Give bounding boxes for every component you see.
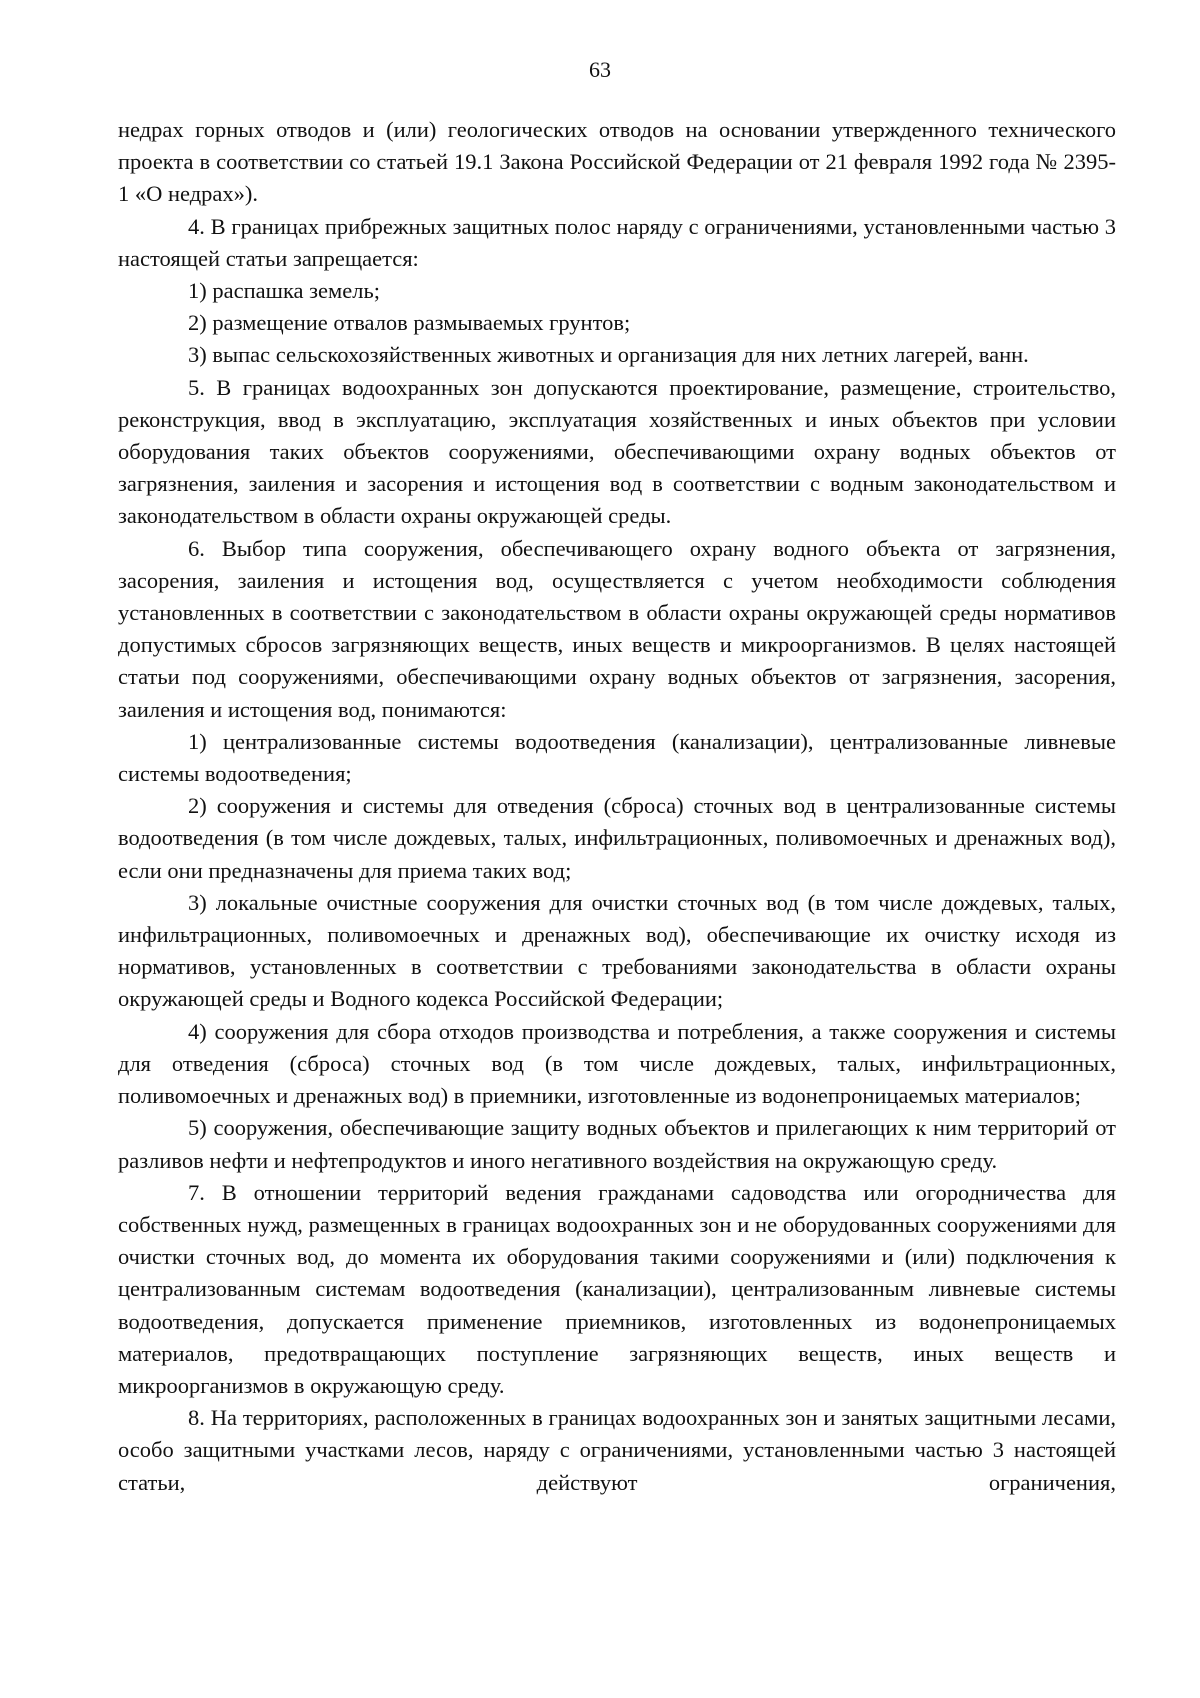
paragraph-9: 3) локальные очистные сооружения для очистки сточных вод (в том числе дождевых, талых, инфильтрационных, поливомоечных и дренажных вод), обеспечивающие их очистку исходя из нормативов, установленных в соответствии с требованиями законодательства в области охраны окружающей среды и Водного кодекса Российской Федерации; bbox=[118, 889, 1116, 1012]
paragraph-11: 5) сооружения, обеспечивающие защиту водных объектов и прилегающих к ним территорий от разливов нефти и нефтепродуктов и иного негативного воздействия на окружающую среду. bbox=[118, 1115, 1116, 1173]
paragraph-4: 3) выпас сельскохозяйственных животных и организация для них летних лагерей, ванн. bbox=[188, 342, 1029, 368]
paragraph-2: 1) распашка земель; bbox=[188, 278, 380, 304]
paragraph-1: 4. В границах прибрежных защитных полос наряду с ограничениями, установленными частью 3 настоящей статьи запрещается: bbox=[118, 213, 1116, 271]
paragraph-7: 1) централизованные системы водоотведения (канализации), централизованные ливневые системы водоотведения; bbox=[118, 728, 1116, 787]
paragraph-3: 2) размещение отвалов размываемых грунтов; bbox=[188, 310, 631, 336]
paragraph-12: 7. В отношении территорий ведения гражданами садоводства или огородничества для собственных нужд, размещенных в границах водоохранных зон и не оборудованных сооружениями для очистки сточных вод, до момента их оборудования такими сооружениями и (или) подключения к централизованным системам водоотведения (канализации), централизованным ливневые системы водоотведения, допускается применение приемников, изготовленных из водонепроницаемых материалов, предотвращающих поступление загрязняющих веществ, иных веществ и микроорганизмов в окружающую среду. bbox=[118, 1179, 1116, 1398]
document-body bbox=[118, 114, 1116, 1499]
paragraph-8: 2) сооружения и системы для отведения (сброса) сточных вод в централизованные системы водоотведения (в том числе дождевых, талых, инфильтрационных, поливомоечных и дренажных вод), если они предназначены для приема таких вод; bbox=[118, 793, 1116, 883]
paragraph-6: 6. Выбор типа сооружения, обеспечивающего охрану водного объекта от загрязнения, засорения, заиления и истощения вод, осуществляется с учетом необходимости соблюдения установленных в соответствии с законодательством в области охраны окружающей среды нормативов допустимых сбросов загрязняющих веществ, иных веществ и микроорганизмов. В целях настоящей статьи под сооружениями, обеспечивающими охрану водных объектов от загрязнения, засорения, заиления и истощения вод, понимаются: bbox=[118, 535, 1116, 722]
paragraph-5: 5. В границах водоохранных зон допускаются проектирование, размещение, строительство, реконструкция, ввод в эксплуатацию, эксплуатация хозяйственных и иных объектов при условии оборудования таких объектов сооружениями, обеспечивающими охрану водных объектов от загрязнения, заиления и засорения и истощения вод в соответствии с водным законодательством и законодательством в области охраны окружающей среды. bbox=[118, 374, 1116, 529]
paragraph-13: 8. На территориях, расположенных в границах водоохранных зон и занятых защитными лесами, особо защитными участками лесов, наряду с ограничениями, установленными частью 3 настоящей статьи, действуют ограничения, bbox=[118, 1405, 1116, 1495]
page-number: 63 bbox=[589, 57, 611, 82]
paragraph-10: 4) сооружения для сбора отходов производства и потребления, а также сооружения и системы для отведения (сброса) сточных вод (в том числе дождевых, талых, инфильтрационных, поливомоечных и дренажных вод) в приемники, изготовленные из водонепроницаемых материалов; bbox=[118, 1018, 1116, 1109]
paragraph-0: недрах горных отводов и (или) геологических отводов на основании утвержденного технического проекта в соответствии со статьей 19.1 Закона Российской Федерации от 21 февраля 1992 года № 2395-1 «О недрах»). bbox=[118, 117, 1116, 207]
